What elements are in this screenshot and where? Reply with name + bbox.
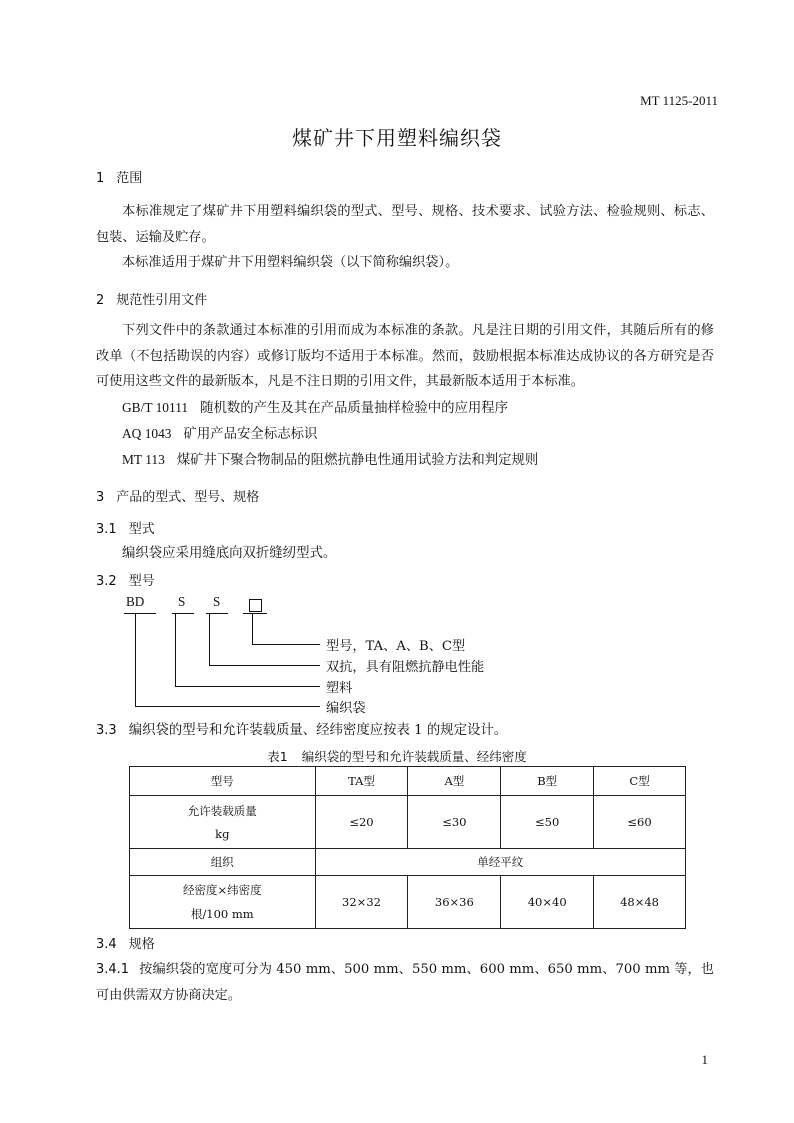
- table-cell: ≤50: [501, 796, 594, 849]
- reference-title: 随机数的产生及其在产品质量抽样检验中的应用程序: [200, 401, 509, 416]
- reference-code: AQ 1043: [122, 426, 172, 441]
- connector: [252, 644, 320, 645]
- table-header-cell: A型: [408, 767, 501, 796]
- subsection-3-4-1: [96, 957, 714, 1009]
- subsection-3-1-heading: [96, 518, 155, 537]
- section-title: 型式: [128, 522, 155, 537]
- subsection-3-1-text: 编织袋应采用缝底向双折缝纫型式。: [122, 546, 337, 561]
- table-caption-title: 编织袋的型号和允许装载质量、经纬密度: [301, 749, 527, 764]
- table-row: [130, 876, 686, 929]
- reference-title: 煤矿井下聚合物制品的阻燃抗静电性通用试验方法和判定规则: [176, 453, 539, 468]
- reference-item: [122, 447, 538, 473]
- page-number: 1: [701, 1052, 708, 1067]
- section-title: 范围: [116, 171, 143, 186]
- reference-title: 矿用产品安全标志标识: [183, 427, 318, 442]
- section-number: 1: [96, 171, 105, 186]
- table-row: [130, 849, 686, 876]
- row-label-unit: 根/100 mm: [190, 907, 254, 921]
- section-title: 产品的型式、型号、规格: [116, 490, 260, 505]
- table-cell: 40×40: [501, 876, 594, 929]
- table-header-cell: C型: [594, 767, 686, 796]
- table-header-cell: B型: [501, 767, 594, 796]
- table-caption: [0, 747, 794, 765]
- reference-item: [122, 395, 508, 421]
- section-title: 规范性引用文件: [116, 293, 208, 308]
- section-number: 3.2: [96, 574, 117, 589]
- table-cell: 单经平纹: [315, 849, 685, 876]
- section-2-paragraph: 下列文件中的条款通过本标准的引用而成为本标准的条款。凡是注日期的引用文件，其随后所有的修改单（不包括勘误的内容）或修订版均不适用于本标准。然而，鼓励根据本标准达成协议的各方研究是否可使用这些文件的最新版本，凡是不注日期的引用文件，其最新版本适用于本标准。: [96, 323, 714, 389]
- table-cell: 36×36: [408, 876, 501, 929]
- connector: [252, 614, 253, 644]
- code-s-plastic: S: [178, 594, 186, 609]
- page-title: 煤矿井下用塑料编织袋: [292, 126, 502, 150]
- subsection-3-4-1-text: 按编织袋的宽度可分为 450 mm、500 mm、550 mm、600 mm、650 mm、700 mm 等，也可由供需双方协商决定。: [96, 962, 714, 1003]
- table-caption-number: 表1: [267, 749, 288, 764]
- table-cell: ≤30: [408, 796, 501, 849]
- code-bd: BD: [126, 594, 145, 609]
- table-header-row: [130, 767, 686, 796]
- row-label-unit: kg: [215, 827, 230, 841]
- section-number: 3.3: [96, 723, 117, 738]
- section-1-paragraph-1: 本标准规定了煤矿井下用塑料编织袋的型式、型号、规格、技术要求、试验方法、检验规则、标志、包装、运输及贮存。: [96, 204, 714, 245]
- reference-item: [122, 421, 317, 447]
- section-1-paragraph-2: 本标准适用于煤矿井下用塑料编织袋（以下简称编织袋）。: [122, 255, 459, 270]
- table-cell: 48×48: [594, 876, 686, 929]
- spec-table: [129, 766, 686, 929]
- document-code: MT 1125-2011: [640, 93, 718, 108]
- code-label-dual: 双抗，具有阻燃抗静电性能: [326, 660, 485, 675]
- underline: [124, 613, 156, 614]
- connector: [175, 614, 176, 686]
- underline: [243, 613, 267, 614]
- section-number: 3.4: [96, 937, 117, 952]
- section-title: 规格: [128, 937, 155, 952]
- reference-code: MT 113: [122, 452, 165, 467]
- connector: [209, 665, 320, 666]
- subsection-3-3: [96, 718, 507, 743]
- table-cell: ≤20: [315, 796, 408, 849]
- section-2-heading: [96, 289, 207, 308]
- connector: [209, 614, 210, 665]
- table-row-label: [130, 796, 316, 849]
- subsection-3-2-heading: [96, 570, 155, 589]
- connector: [175, 686, 320, 687]
- connector: [135, 614, 136, 706]
- connector: [135, 706, 320, 707]
- subsection-3-3-text: 编织袋的型号和允许装载质量、经纬密度应按表 1 的规定设计。: [128, 723, 508, 738]
- code-label-model: 型号，TA、A、B、C型: [326, 639, 466, 654]
- table-header-cell: 型号: [130, 767, 316, 796]
- section-1-heading: [96, 167, 142, 186]
- row-label-line: 允许装载质量: [187, 804, 257, 818]
- section-3-heading: [96, 486, 259, 505]
- table-row-label: 组织: [130, 849, 316, 876]
- table-header-cell: TA型: [315, 767, 408, 796]
- table-cell: 32×32: [315, 876, 408, 929]
- table-row-label: [130, 876, 316, 929]
- code-label-bag: 编织袋: [326, 701, 366, 716]
- subsection-3-4-heading: [96, 933, 155, 952]
- section-title: 型号: [128, 574, 155, 589]
- code-label-plastic: 塑料: [326, 681, 353, 696]
- row-label-line: 经密度×纬密度: [182, 883, 262, 897]
- section-number: 3.4.1: [96, 962, 130, 977]
- reference-code: GB/T 10111: [122, 400, 189, 415]
- section-number: 2: [96, 293, 105, 308]
- code-s-dual: S: [213, 594, 221, 609]
- table-row: [130, 796, 686, 849]
- table-cell: ≤60: [594, 796, 686, 849]
- section-number: 3.1: [96, 522, 117, 537]
- section-number: 3: [96, 490, 105, 505]
